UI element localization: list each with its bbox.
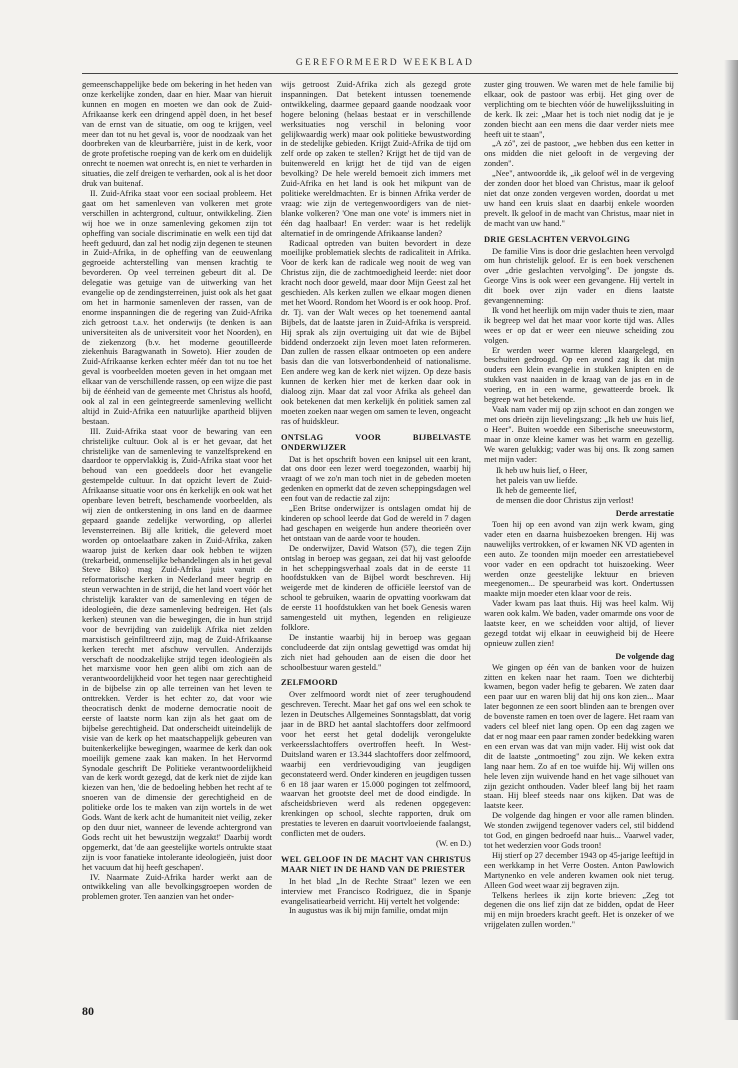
header-rule <box>82 73 678 74</box>
paragraph: zuster ging trouwen. We waren met de hele familie bij elkaar, ook de pastoor was erbij. Het ging over de verplichting om te biechten vóór de huwelijkssluiting in de kerk. Ik zei: „Maar het is toch niet nodig dat je je zonden biecht aan een mens die daar verder niets mee heeft uit te staan", <box>484 80 674 139</box>
page-edge-shadow <box>724 60 738 1020</box>
column-1 <box>82 80 272 1000</box>
column-2 <box>281 80 471 1000</box>
column-3 <box>484 80 674 1000</box>
paragraph: Telkens herlees ik zijn korte brieven: „Zeg tot degenen die ons lief zijn dat ze bidden, opdat de Heer mij en mijn broeders kracht geeft. Het is onzeker of we vrijgelaten zullen worden." <box>484 890 674 930</box>
paragraph: De onderwijzer, David Watson (57), die tegen Zijn ontslag in beroep was gegaan, zei dat hij vast geloofde in het scheppingsverhaal zoals dat in de eerste 11 hoofdstukken van de Bijbel wordt beschreven. Hij weigerde met de kinderen de officiële leerstof van de school te gebruiken, waarin de opvatting voorkwam dat de eerste 11 hoofdstukken van het boek Genesis waren samengesteld uit mythen, legenden en religieuze folklore. <box>281 543 471 632</box>
paragraph: „A zó", zei de pastoor, „we hebben dus een ketter in ons midden die niet gelooft in de vergeving der zonden". <box>484 139 674 169</box>
paragraph: gemeenschappelijke bede om bekering in het heden van onze kerkelijke zonden, daar en hier. Maar van hieruit kunnen en mogen en moeten we dan ook de Zuid-Afrikaanse kerk een dringend appèl doen, in het besef van de ernst van de situatie, om oog te krijgen, veel meer dan tot nu het geval is, voor de noodzaak van het doorbreken van de kleurbarrière, juist in de kerk, voor de grote profetische roeping van de kerk om en duidelijk onrecht te noemen wat onrecht is, en niet te verharden in situaties, die zelf dreigen te verharden, ook al is het door druk van buitenaf. <box>82 80 272 189</box>
verse-line: het paleis van uw liefde. <box>496 476 578 486</box>
paragraph: „Nee", antwoordde ik, „ik geloof wél in de vergeving der zonden door het bloed van Christus, maar ik geloof niet dat onze zonden vergeven worden, doordat u met uw hand een kruis slaat en daarbij enkele woorden prevelt. Ik geloof in de macht van Christus, maar niet in de macht van uw hand." <box>484 169 674 228</box>
paragraph: Vader kwam pas laat thuis. Hij was heel kalm. Wij waren ook kalm. We baden, vader omarmde ons voor de laatste keer, en we scheidden voor altijd, of liever gezegd totdat wij elkaar in eeuwigheid bij de Heere opnieuw zullen zien! <box>484 599 674 648</box>
paragraph: II. Zuid-Afrika staat voor een sociaal probleem. Het gaat om het samenleven van volkeren met grote verschillen in achtergrond, cultuur, ontwikkeling. Zien wij hoe we in onze samenleving gekomen zijn tot opheffing van sociale discriminatie en welk een tijd dat heeft geduurd, dan zal het nodig zijn degenen te steunen in Zuid-Afrika, in de opheffing van de eeuwenlang gegroeide achterstelling van mensen krachtig te bevorderen. Op veel terreinen gebeurt dit al. De delegatie was getuige van de uitwerking van het evangelie op de zendingsterreinen, juist ook als het gaat om het in harmonie samenleven der rassen, van de enorme inspanningen die de regering van Zuid-Afrika zich getroost t.a.v. het onderwijs (te denken is aan universiteiten als de universiteit voor het Noorden), en de ziekenzorg (b.v. het moderne geoutilleerde ziekenhuis Baragwanath in Soweto). Hier zouden de Zuid-Afrikaanse kerken echter méér dan tot nu toe het geval is voorbeelden moeten geven in het omgaan met elkaar van de verschillende rassen, op een wijze die past bij de éénheid van de gemeente met Christus als hoofd, ook al zal in een geïntegreerde samenleving wellicht altijd in Zuid-Afrika een natuurlijke apartheid blijven bestaan. <box>82 188 272 426</box>
paragraph: Er werden weer warme kleren klaargelegd, en beschuiten gedroogd. Op een avond zag ik dat mijn ouders een klein evangelie in stukken knipten en de stukken vast naaiden in de kraag van de jas en in de voering, en in een warme, gewatteerde broek. Ik begreep wat het betekende. <box>484 345 674 405</box>
subheading-arrest: Derde arrestatie <box>615 509 674 519</box>
paragraph: In augustus was ik bij mijn familie, omdat mijn <box>289 906 448 916</box>
paragraph: De instantie waarbij hij in beroep was gegaan concludeerde dat zijn ontslag gewettigd was omdat hij zich niet had gehouden aan de eisen die door het schoolbestuur waren gesteld." <box>281 632 471 672</box>
paragraph: De volgende dag hingen er voor alle ramen blinden. We stonden zwijgend tegenover vaders cel, stil biddend tot God, en gingen bedroefd naar huis... Vaarwel vader, tot het wederzien voor Gods troon! <box>484 811 674 850</box>
paragraph: wijs getroost Zuid-Afrika zich als gezegd grote inspanningen. Dat betekent intussen toenemende ontwikkeling, daarmee gepaard gaande noodzaak voor hogere beloning (helaas bestaat er in verschillende werksituaties nog verschil in beloning voor gelijkwaardig werk) maar ook politieke bewustwording in de stedelijke gebieden. Krijgt Zuid-Afrika de tijd om zelf orde op zaken te stellen? Krijgt het de tijd van de buitenwereld en krijgt het de tijd van de eigen bevolking? De hele wereld bemoeit zich immers met Zuid-Afrika en het land is ook het mikpunt van de politieke wereldmachten. Er is binnen Afrika verder de vraag: wie zijn de vertegenwoordigers van de niet-blanke volkeren? 'One man one vote' is immers niet in één dag haalbaar! En verder: waar is het redelijk alternatief in de omringende Afrikaanse landen? <box>281 80 471 238</box>
section-heading-suicide: ZELFMOORD <box>281 678 338 688</box>
subheading-next-day: De volgende dag <box>615 651 674 661</box>
paragraph: IV. Naarmate Zuid-Afrika harder werkt aan de ontwikkeling van alle bevolkingsgroepen worden de problemen groter. Ten aanzien van het onder- <box>82 872 272 902</box>
paragraph: Over zelfmoord wordt niet of zeer terughoudend geschreven. Terecht. Maar het gaf ons wel een schok te lezen in Deutsches Allgemeines Sonntagsblatt, dat vorig jaar in de BRD het aantal slachtoffers door zelfmoord voor het eerst het getal dodelijk verongelukte verkeersslachtoffers overtroffen heeft. In West-Duitsland waren er 13.344 slachtoffers door zelfmoord, waarbij een verdrievoudiging van jeugdigen geconstateerd werd. Onder kinderen en jeugdigen tussen 6 en 18 jaar waren er 15.000 pogingen tot zelfmoord, waarvan het grootste deel met de dood eindigde. In afscheidsbrieven werd als redenen opgegeven: krenkingen op school, slechte rapporten, druk om prestaties te leveren en daaruit voortvloeiende faalangst, conflicten met de ouders. <box>281 690 471 839</box>
song-verse <box>496 466 674 506</box>
paragraph: Radicaal optreden van buiten bevordert in deze moeilijke problematiek slechts de radicaliteit in Afrika. Voor de kerk kan de radicale weg nooit de weg van Christus zijn, die de zachtmoedigheid leerde: niet door kracht noch door geweld, maar door Mijn Geest zal het geschieden. Als kerken zullen we elkaar mogen dienen met het Woord. Rondom het Woord is er ook hoop. Prof. dr. Tj. van der Walt weces op het toenemend aantal Bijbels, dat de laatste jaren in Zuid-Afrika is verspreid. Hij sprak als zijn overtuiging uit dat wie de Bijbel biddend onderzoekt zijn leven moet laten reformeren. Dan zullen de rassen elkaar ontmoeten op een andere basis dan die van lotsverbondenheid of nationalisme. Een andere weg kan de kerk niet wijzen. Op deze basis kunnen de kerken hier met de kerken daar ook in dialoog zijn. Maar dat zal voor Afrika als geheel dan ook betekenen dat men kerkelijk én politiek samen zal moeten zoeken naar wegen om samen te leven, ongeacht ras of huidskleur. <box>281 238 471 426</box>
paragraph: Dat is het opschrift boven een knipsel uit een krant, dat ons door een lezer werd toegezonden, waarbij hij vraagt of we zo'n man toch niet in de gebeden moeten gedenken en opmerkt dat de zeven scheppingsdagen wel een fout van de redactie zal zijn: <box>281 454 471 504</box>
verse-line: Ik heb de gemeente lief, <box>496 486 577 496</box>
section-heading-generations: DRIE GESLACHTEN VERVOLGING <box>484 234 631 244</box>
signature: (W. en D.) <box>435 838 471 848</box>
section-heading-faith: WEL GELOOF IN DE MACHT VAN CHRISTUS MAAR NIET IN DE HAND VAN DE PRIESTER <box>281 854 471 874</box>
page-number: 80 <box>82 1004 94 1018</box>
paragraph: Vaak nam vader mij op zijn schoot en dan zongen we met ons drieën zijn lievelingszang: „Ik heb uw huis lief, o Heer". Buiten woedde een Siberische sneeuwstorm, maar in onze kleine kamer was het warm en gezellig. We waren gelukkig; vader was bij ons. Ik zong samen met mijn vader: <box>484 405 674 464</box>
paragraph: Toen hij op een avond van zijn werk kwam, ging vader eten en daarna huisbezoeken brengen. Hij was nauwelijks vertrokken, of er kwamen NK VD agenten in een auto. Ze toonden mijn moeder een arrestatiebevel voor vader en een opdracht tot huiszoeking. Weer werden onze geestelijke lektuur en brieven meegenomen... De speurarbeid was kort. Ondertussen maakte mijn moeder eten klaar voor de reis. <box>484 519 674 599</box>
verse-line: de mensen die door Christus zijn verlost! <box>496 496 634 506</box>
paragraph: We gingen op één van de banken voor de huizen zitten en keken naar het raam. Toen we dichterbij kwamen, begon vader hefig te gebaren. We zaten daar een paar uur en waren blij dat hij ons kon zien... Maar later begonnen ze een soort blinden aan te brengen over de bovenste ramen en toen over de lagere. Het raam van vaders cel bleef niet lang open. Op een dag zagen we dat er nog maar een paar ramen zonder bedekking waren en een ervan was dat van mijn vader. Hij wist ook dat dit de laatste „ontmoeting" zou zijn. We keken extra lang naar hem. Zo af en toe wuifde hij. Wij willen ons hele leven zijn wuivende hand en het vage silhouet van zijn gezicht onthouden. Vader bleef lang bij het raam staan. Hij bleef steeds naar ons kijken. Dat was de laatste keer. <box>484 662 674 811</box>
paragraph: Ik vond het heerlijk om mijn vader thuis te zien, maar ik begreep wel dat het maar voor korte tijd was. Alles wees er op dat er weer een nieuwe scheiding zou volgen. <box>484 305 674 345</box>
verse-line: Ik heb uw huis lief, o Heer, <box>496 466 588 476</box>
paragraph: III. Zuid-Afrika staat voor de bewaring van een christelijke cultuur. Ook al is er het gevaar, dat het christelijke van de samenleving te vanzelfsprekend en daardoor te oppervlakkig is, Zuid-Afrika staat voor het behoud van een goeddeels door het evangelie gestempelde cultuur. In dat opzicht levert de Zuid-Afrikaanse situatie voor ons én kerkelijk en ook wat het openbare leven betreft, beschamende voorbeelden, als wij zien de ontkerstening in ons land en de daarmee gepaard gaande zedelijke verwording, op allerlei levensterreinen. Bij alle kritiek, die geleverd moet worden op ontoelaatbare zaken in Zuid-Afrika, zaken waarop juist de kerken daar ook hebben te wijzen (trekarbeid, onmenselijke behandelingen als in het geval Steve Biko) mag Zuid-Afrika juist vanuit de reformatorische kerken in Nederland meer begrip en steun verwachten in de strijd, die het land voert vóór het christelijk karakter van de samenleving en tégen de ideologieën, die deze samenleving bedreigen. Het (als kerken) steunen van die bewegingen, die in hun strijd voor de bevrijding van zuidelijk Afrika niet zelden marxistisch geïnfiltreerd zijn, mag de Zuid-Afrikaanse kerken terecht met afschuw vervullen. Anderzijds verschaft de noodzakelijke strijd tegen ideologieën als het marxisme voor hen geen alibi om zich aan de verantwoordelijkheid voor het tegen naar gerechtigheid in de bijbelse zin op alle terreinen van het leven te onttrekken. Verder is het echter zo, dat voor wie theocratisch denkt de moderne democratie nooit de eerste of laatste norm kan zijn als het gaat om de bijbelse gerechtigheid. Dat onderscheidt uiteindelijk de visie van de kerk op het maatschappelijk gebeuren van buitenkerkelijke bewegingen, waarmee de kerk dan ook moeilijk gemene zaak kan maken. In het Hervormd Synodale geschrift De Politieke verantwoordelijkheid van de kerk wordt gezegd, dat de kerk niet de zijde kan kiezen van hen, 'die de bedoeling hebben het recht af te snoeren van de dimensie der gerechtigheid en de politieke orde los te maken van zijn wortels in de wet Gods. Want de kerk acht de humaniteit niet veilig, zeker op den duur niet, wanneer de levende achtergrond van Gods recht uit het bewustzijn wegzakt!' Daarbij wordt opgemerkt, dat 'de aan geestelijke wortels ontrukte staat zijn is voor fanatieke intolerante ideologieën, juist door het vacuum dat hij heeft geschapen'. <box>82 426 272 872</box>
paragraph: „Een Britse onderwijzer is ontslagen omdat hij de kinderen op school leerde dat God de wereld in 7 dagen had geschapen en weigerde hun andere theorieën over het ontstaan van de aarde voor te houden. <box>281 504 471 543</box>
paragraph: In het blad „In de Rechte Straat" lezen we een interview met Francisco Rodriguez, die in Spanje evangelisatiearbeid verricht. Hij vertelt het volgende: <box>281 876 471 906</box>
running-header: GEREFORMEERD WEEKBLAD <box>295 58 475 68</box>
section-heading-teacher: ONTSLAG VOOR BIJBELVASTE ONDERWIJZER <box>281 432 471 452</box>
paragraph: De familie Vins is door drie geslachten heen vervolgd om hun christelijk geloof. Er is een boek verschenen over „drie geslachten vervolging". De jongste ds. George Vins is ook weer een gevangene. Hij vertelt in dit boek over zijn vader en diens laatste gevangenneming: <box>484 246 674 306</box>
paragraph: Hij stierf op 27 december 1943 op 45-jarige leeftijd in een werkkamp in het Verre Oosten. Anton Pawlowich Martynenko en vele anderen kwamen ook niet terug. Alleen God weet waar zij begraven zijn. <box>484 850 674 890</box>
